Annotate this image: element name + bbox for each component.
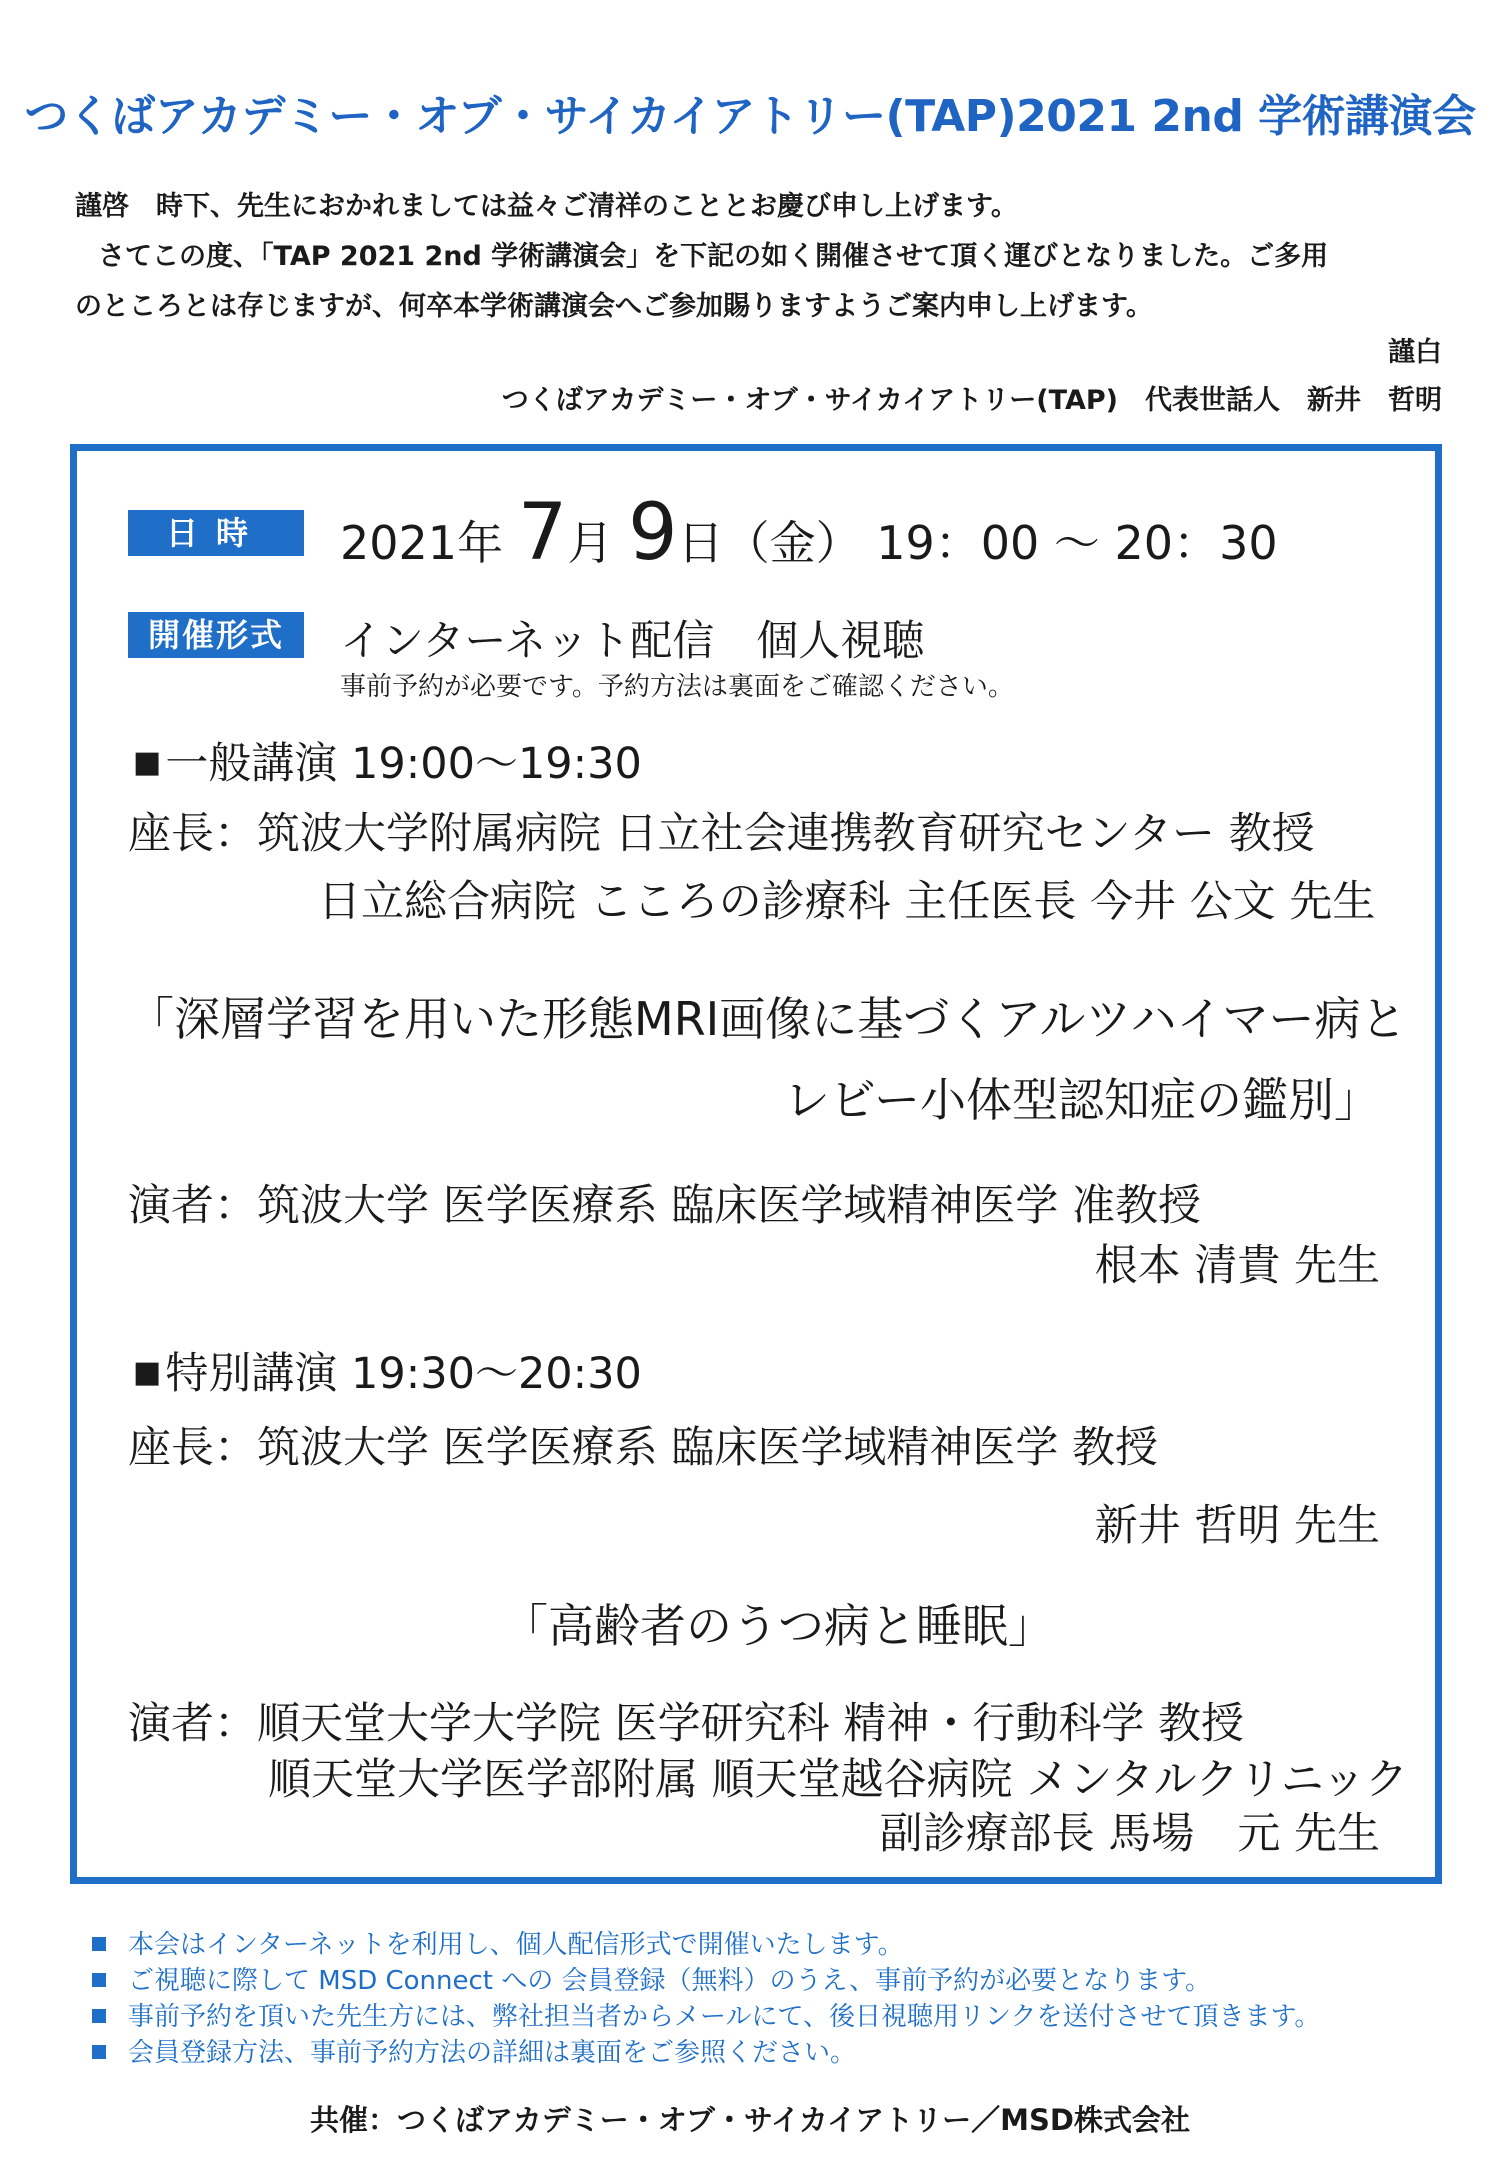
- note-item: 会員登録方法、事前予約方法の詳細は裏面をご参照ください。: [92, 2032, 1320, 2068]
- format-label: 開催形式: [128, 612, 304, 658]
- special-lecture-title: 特別講演 19:30～20:30: [165, 1349, 642, 1399]
- note-item: ご視聴に際して MSD Connect への 会員登録（無料）のうえ、事前予約が必要となります。: [92, 1960, 1320, 1996]
- square-bullet-icon: ■: [133, 745, 162, 780]
- intro-closing: 謹白: [1388, 337, 1442, 368]
- note-item: 事前予約を頂いた先生方には、弊社担当者からメールにて、後日視聴用リンクを送付させて頂きます。: [92, 1996, 1320, 2032]
- special-lecture-heading: [133, 1340, 642, 1401]
- intro-announcement: さてこの度、「TAP 2021 2nd 学術講演会」を下記の如く開催させて頂く運びとなりました。ご多用: [98, 241, 1329, 272]
- intro-greeting: 謹啓 時下、先生におかれましては益々ご清祥のこととお慶び申し上げます。: [75, 191, 1018, 222]
- square-bullet-icon: [92, 1937, 106, 1951]
- special-speaker-line3: 副診療部長 馬場 元 先生: [879, 1809, 1380, 1859]
- general-lecture-subject-line2: レビー小体型認知症の鑑別」: [783, 1073, 1380, 1127]
- date-day-number: 9: [627, 488, 678, 578]
- square-bullet-icon: [92, 2045, 106, 2059]
- date-weekday: （金）: [723, 516, 862, 570]
- square-bullet-icon: [92, 1973, 106, 1987]
- note-item: 本会はインターネットを利用し、個人配信形式で開催いたします。: [92, 1924, 1320, 1960]
- special-lecture-subject: 「高齢者のうつ病と睡眠」: [502, 1599, 1054, 1653]
- reservation-note: 事前予約が必要です。予約方法は裏面をご確認ください。: [340, 672, 1014, 702]
- special-speaker-line1: 演者：順天堂大学大学院 医学研究科 精神・行動科学 教授: [128, 1699, 1245, 1749]
- general-speaker-line2: 根本 清貴 先生: [1094, 1241, 1380, 1291]
- event-format: インターネット配信 個人視聴: [340, 616, 925, 665]
- square-bullet-icon: ■: [133, 1355, 162, 1390]
- date-label: 日時: [128, 510, 304, 556]
- notes-list: [92, 1924, 1320, 2068]
- intro-invitation: のところとは存じますが、何卒本学術講演会へご参加賜りますようご案内申し上げます。: [75, 291, 1153, 322]
- general-chair-line1: 座長：筑波大学附属病院 日立社会連携教育研究センター 教授: [128, 809, 1315, 859]
- organizer-signature: つくばアカデミー・オブ・サイカイアトリー(TAP) 代表世話人 新井 哲明: [501, 385, 1442, 416]
- special-chair-line2: 新井 哲明 先生: [1094, 1501, 1380, 1551]
- page-title: つくばアカデミー・オブ・サイカイアトリー(TAP)2021 2nd 学術講演会: [24, 91, 1476, 142]
- general-lecture-heading: [133, 730, 642, 791]
- date-month-unit: 月: [567, 516, 614, 570]
- general-lecture-subject-line1: 「深層学習を用いた形態MRI画像に基づくアルツハイマー病と: [128, 992, 1407, 1046]
- square-bullet-icon: [92, 2009, 106, 2023]
- date-time: 19：00 ～ 20：30: [876, 516, 1278, 570]
- date-month-number: 7: [517, 488, 568, 578]
- date-day-unit: 日: [677, 516, 724, 570]
- date-year: 2021年: [340, 516, 504, 570]
- general-chair-line2: 日立総合病院 こころの診療科 主任医長 今井 公文 先生: [318, 877, 1376, 927]
- general-speaker-line1: 演者：筑波大学 医学医療系 臨床医学域精神医学 准教授: [128, 1181, 1202, 1231]
- general-lecture-title: 一般講演 19:00～19:30: [165, 739, 642, 789]
- event-date: [340, 488, 1278, 578]
- special-speaker-line2: 順天堂大学医学部附属 順天堂越谷病院 メンタルクリニック: [268, 1755, 1409, 1805]
- cohost-line: 共催：つくばアカデミー・オブ・サイカイアトリー／MSD株式会社: [309, 2103, 1191, 2137]
- special-chair-line1: 座長：筑波大学 医学医療系 臨床医学域精神医学 教授: [128, 1423, 1159, 1473]
